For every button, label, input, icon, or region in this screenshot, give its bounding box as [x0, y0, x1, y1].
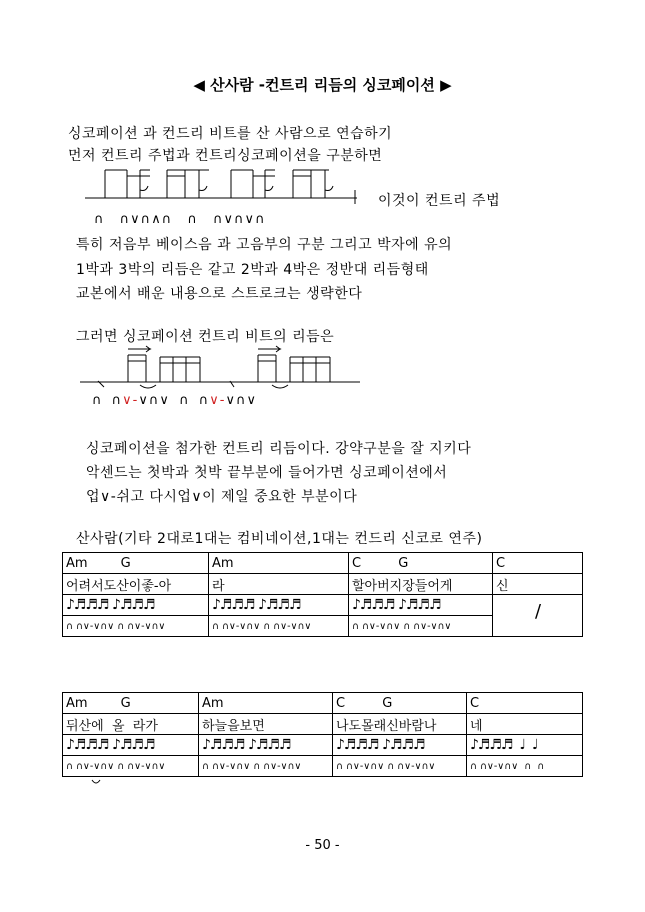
sync-intro: 그러면 싱코페이션 컨트리 비트의 리듬은: [76, 329, 335, 345]
sync-strokes: [92, 393, 257, 408]
strum-cell: ∩ ∩∨-∨∩∨ ∩ ∩∨-∨∩∨: [209, 616, 349, 637]
strum-row: [63, 756, 583, 777]
slash-mark: /: [535, 601, 542, 622]
sync-strokes-part-5: ∨∩∨: [225, 393, 257, 408]
sync-note-group-2: [230, 355, 330, 388]
sync-strokes-up-rest-2: ∨-: [209, 393, 226, 408]
accent-marks: [128, 346, 280, 352]
chord-row: [63, 553, 583, 574]
explain-line-1: 특히 저음부 베이스음 과 고음부의 구분 그리고 박자에 유의: [76, 237, 453, 253]
note-cell: ♪♬♬♬ ♩ ♩: [467, 735, 583, 756]
chord-cell: C G: [349, 553, 493, 574]
lyric-row: [63, 714, 583, 735]
song-table-2: [62, 692, 583, 777]
explain-line-3: 교본에서 배운 내용으로 스트로크는 생략한다: [76, 286, 363, 302]
note-row: [63, 595, 583, 616]
strum-cell: ∩ ∩∨-∨∩∨ ∩ ∩∨-∨∩∨: [199, 756, 333, 777]
note-group-3: [231, 170, 275, 198]
strum-cell: ∩ ∩∨-∨∩∨ ∩ ∩: [467, 756, 583, 777]
note-cell: ♪♬♬♬ ♪♬♬♬: [63, 735, 199, 756]
chord-cell: C: [493, 553, 583, 574]
song-table-1: [62, 552, 583, 637]
country-strokes: ∩ ∩∨∩∧∩ ∩ ∩∨∩∨∩: [94, 212, 266, 227]
strum-cell: ∩ ∩∨-∨∩∨ ∩ ∩∨-∨∩∨: [63, 616, 209, 637]
lyric-row: [63, 574, 583, 595]
strum-cell: ∩ ∩∨-∨∩∨ ∩ ∩∨-∨∩∨: [333, 756, 467, 777]
lyric-cell: 뒤산에 올 라가: [63, 714, 199, 735]
sync-strokes-part-1: ∩ ∩: [92, 393, 123, 408]
chord-cell: C G: [333, 693, 467, 714]
lyric-cell: 신: [493, 574, 583, 595]
syncopation-rhythm-diagram: [80, 343, 365, 393]
note-cell: ♪♬♬♬ ♪♬♬♬: [209, 595, 349, 616]
chord-row: [63, 693, 583, 714]
note-cell: ♪♬♬♬ ♪♬♬♬: [63, 595, 209, 616]
page-title: ◀ 산사람 -컨트리 리듬의 싱코페이션 ▶: [193, 76, 452, 94]
sync-strokes-part-3: ∨∩∨ ∩ ∩: [138, 393, 210, 408]
country-rhythm-diagram: [85, 164, 365, 206]
strum-cell: ∩ ∩∨-∨∩∨ ∩ ∩∨-∨∩∨: [349, 616, 493, 637]
intro-line-2: 먼저 컨트리 주법과 컨트리싱코페이션을 구분하면: [68, 148, 383, 164]
chord-cell: Am G: [63, 553, 209, 574]
note-group-2: [167, 170, 209, 198]
lyric-cell: 라: [209, 574, 349, 595]
explain-line-2: 1박과 3박의 리듬은 같고 2박과 4박은 정반대 리듬형태: [76, 262, 429, 278]
sync-strokes-up-rest-1: ∨-: [122, 393, 139, 408]
lyric-cell: 할아버지장들어게: [349, 574, 493, 595]
note-group-4: [293, 170, 333, 198]
chord-cell: Am: [199, 693, 333, 714]
page-number: - 50 -: [305, 838, 340, 853]
note-group-1: [105, 170, 150, 198]
sync-explain-line-3: 업∨-쉬고 다시업∨이 제일 중요한 부분이다: [86, 489, 358, 505]
tie-mark: [90, 776, 104, 790]
note-row: [63, 735, 583, 756]
empty-measure-cell: [493, 595, 583, 637]
sync-explain-line-2: 악센드는 첫박과 첫박 끝부분에 들어가면 싱코페이션에서: [86, 465, 448, 481]
note-cell: ♪♬♬♬ ♪♬♬♬: [199, 735, 333, 756]
country-pattern-note: 이것이 컨트리 주법: [378, 193, 501, 209]
sync-note-group-1: [98, 355, 200, 388]
note-cell: ♪♬♬♬ ♪♬♬♬: [333, 735, 467, 756]
sync-explain-line-1: 싱코페이션을 첨가한 컨트리 리듬이다. 강약구분을 잘 지키다: [86, 441, 472, 457]
lyric-cell: 어려서도산이좋-아: [63, 574, 209, 595]
chord-cell: C: [467, 693, 583, 714]
chord-cell: Am: [209, 553, 349, 574]
song-caption: 산사람(기타 2대로1대는 컴비네이션,1대는 컨드리 신코로 연주): [76, 531, 483, 547]
lyric-cell: 하늘을보면: [199, 714, 333, 735]
strum-cell: ∩ ∩∨-∨∩∨ ∩ ∩∨-∨∩∨: [63, 756, 199, 777]
chord-cell: Am G: [63, 693, 199, 714]
lyric-cell: 네: [467, 714, 583, 735]
lyric-cell: 나도몰래신바람나: [333, 714, 467, 735]
intro-line-1: 싱코페이션 과 컨드리 비트를 산 사람으로 연습하기: [68, 126, 393, 142]
note-cell: ♪♬♬♬ ♪♬♬♬: [349, 595, 493, 616]
